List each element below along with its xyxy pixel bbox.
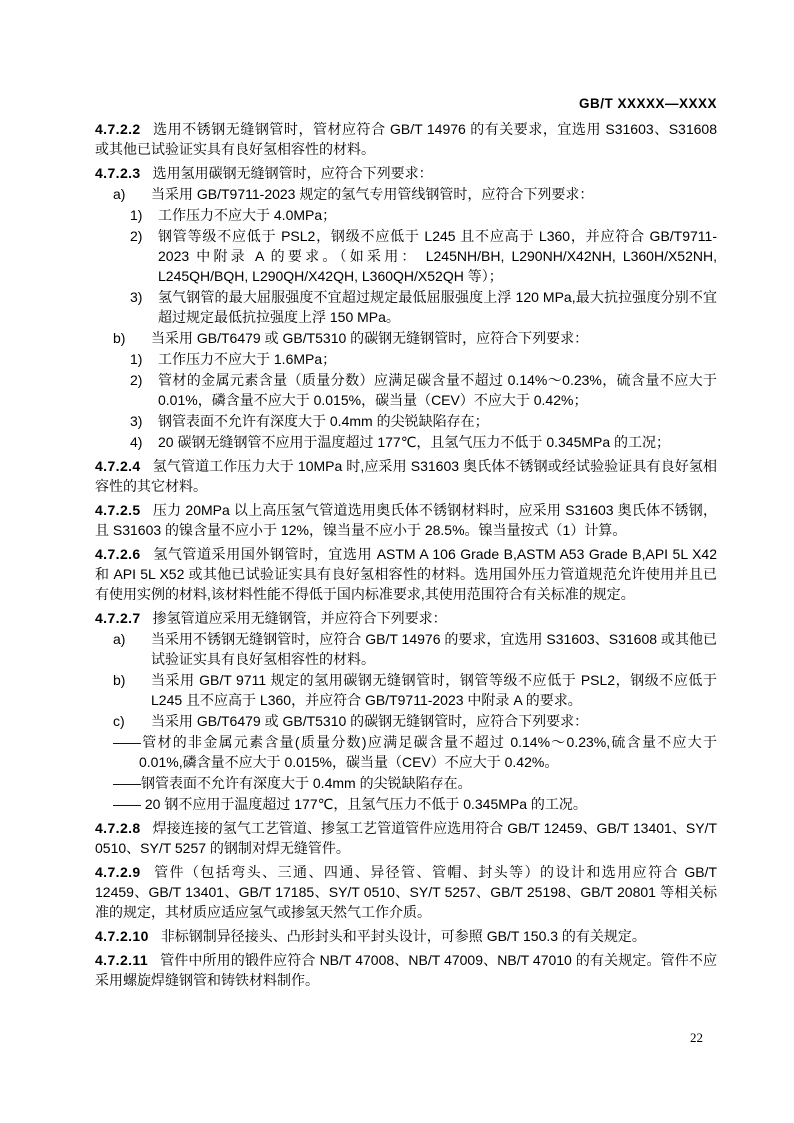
list-item-number bbox=[130, 226, 717, 286]
clause-paragraph bbox=[95, 500, 717, 540]
list-item-number bbox=[130, 411, 717, 431]
list-item-number bbox=[130, 432, 717, 452]
item-label: 3) bbox=[130, 289, 143, 305]
item-text: 20 碳钢无缝钢管不应用于温度超过 177℃，且氢气压力不低于 0.345MPa 的工况； bbox=[158, 434, 671, 450]
clause-text: 管件中所用的锻件应符合 NB/T 47008、NB/T 47009、NB/T 47010 的有关规定。管件不应采用螺旋焊缝钢管和铸铁材料制作。 bbox=[95, 952, 717, 988]
item-label: 3) bbox=[130, 413, 143, 429]
clause-text: 非标钢制异径接头、凸形封头和平封头设计，可参照 GB/T 150.3 的有关规定。 bbox=[160, 928, 646, 944]
list-item-alpha bbox=[113, 629, 717, 669]
list-item-number bbox=[130, 370, 717, 410]
clause-text: 压力 20MPa 以上高压氢气管道选用奥氏体不锈钢材料时，应采用 S31603 奥氏体不锈钢，且 S31603 的镍含量不应小于 12%，镍当量不应小于 28.5%。镍当量按式（1）计算。 bbox=[95, 502, 717, 538]
clause-paragraph bbox=[95, 163, 717, 183]
list-item-number bbox=[130, 205, 717, 225]
clause-text: 选用不锈钢无缝钢管时，管材应符合 GB/T 14976 的有关要求，宜选用 S31603、S31608 或其他已试验证实具有良好氢相容性的材料。 bbox=[95, 121, 717, 157]
list-item-alpha bbox=[113, 711, 717, 731]
list-item-alpha bbox=[113, 328, 717, 348]
clause-number: 4.7.2.8 bbox=[95, 820, 141, 836]
doc-code: GB/T XXXXX—XXXX bbox=[578, 96, 717, 111]
clause-text: 焊接连接的氢气工艺管道、掺氢工艺管道管件应选用符合 GB/T 12459、GB/T 13401、SY/T 0510、SY/T 5257 的钢制对焊无缝管件。 bbox=[95, 820, 717, 856]
item-label: 1) bbox=[130, 351, 143, 367]
item-text: 钢管等级不应低于 PSL2，钢级不应低于 L245 且不应高于 L360，并应符合 GB/T9711-2023 中附录 A 的要求。（如采用： L245NH/BH, L290NH/X42NH, L360H/X52NH, L245QH/BQH, L290QH/X42QH, L360QH/X52QH 等）； bbox=[158, 228, 717, 284]
item-label: b) bbox=[113, 330, 126, 346]
list-item-alpha bbox=[113, 670, 717, 710]
item-label: 2) bbox=[130, 372, 143, 388]
page-footer bbox=[95, 1030, 703, 1046]
clause-number: 4.7.2.11 bbox=[95, 952, 149, 968]
item-text: 当采用不锈钢无缝钢管时，应符合 GB/T 14976 的要求，宜选用 S31603、S31608 或其他已试验证实具有良好氢相容性的材料。 bbox=[151, 631, 717, 667]
clause-paragraph bbox=[95, 456, 717, 496]
clause-paragraph bbox=[95, 926, 717, 946]
dash-item: —— 20 钢不应用于温度超过 177℃，且氢气压力不低于 0.345MPa 的工况。 bbox=[113, 796, 587, 812]
clause-text: 选用氢用碳钢无缝钢管时，应符合下列要求： bbox=[152, 165, 433, 181]
clause-text: 氢气管道采用国外钢管时，宜选用 ASTM A 106 Grade B,ASTM A53 Grade B,API 5L X42 和 API 5L X52 或其他已试验证实具有良好氢相容性的材料。选用国外压力管道规范允许使用并且已有使用实例的材料,该材料性能不得低于国内标准要求,其使用范围符合有关标准的规定。 bbox=[95, 546, 717, 602]
clause-number: 4.7.2.3 bbox=[95, 165, 141, 181]
clause-number: 4.7.2.6 bbox=[95, 546, 141, 562]
clause-paragraph bbox=[95, 950, 717, 990]
clause-paragraph bbox=[95, 818, 717, 858]
page-number: 22 bbox=[690, 1030, 703, 1045]
dash-item: ——管材的非金属元素含量(质量分数)应满足碳含量不超过 0.14%～0.23%,硫含量不应大于 0.01%,磷含量不应大于 0.015%，碳当量（CEV）不应大于 0.42%。 bbox=[113, 734, 717, 770]
clause-paragraph bbox=[95, 119, 717, 159]
document-body bbox=[95, 119, 717, 990]
clause-number: 4.7.2.7 bbox=[95, 610, 141, 626]
item-label: b) bbox=[113, 672, 126, 688]
item-label: 1) bbox=[130, 207, 143, 223]
item-text: 钢管表面不允许有深度大于 0.4mm 的尖锐缺陷存在； bbox=[158, 413, 489, 429]
list-item-alpha bbox=[113, 184, 717, 204]
item-text: 氢气钢管的最大屈服强度不宜超过规定最低屈服强度上浮 120 MPa,最大抗拉强度分别不宜超过规定最低抗拉强度上浮 150 MPa。 bbox=[158, 289, 717, 325]
item-text: 工作压力不应大于 1.6MPa； bbox=[158, 351, 337, 367]
clause-text: 掺氢管道应采用无缝钢管，并应符合下列要求： bbox=[152, 610, 447, 626]
clause-text: 氢气管道工作压力大于 10MPa 时,应采用 S31603 奥氏体不锈钢或经试验验证具有良好氢相容性的其它材料。 bbox=[95, 458, 717, 494]
clause-number: 4.7.2.10 bbox=[95, 928, 149, 944]
item-text: 当采用 GB/T 9711 规定的氢用碳钢无缝钢管时，钢管等级不应低于 PSL2，钢级不应低于 L245 且不应高于 L360，并应符合 GB/T9711-2023 中附录 A 的要求。 bbox=[151, 672, 717, 708]
clause-text: 管件（包括弯头、三通、四通、异径管、管帽、封头等）的设计和选用应符合 GB/T 12459、GB/T 13401、GB/T 17185、SY/T 0510、SY/T 5257、GB/T 25198、GB/T 20801 等相关标准的规定，其材质应适应氢气或掺氢天然气工作介质。 bbox=[95, 864, 717, 920]
item-label: a) bbox=[113, 631, 126, 647]
item-label: a) bbox=[113, 186, 126, 202]
item-label: 4) bbox=[130, 434, 143, 450]
dash-item: ——钢管表面不允许有深度大于 0.4mm 的尖锐缺陷存在。 bbox=[113, 775, 472, 791]
list-item-number bbox=[130, 287, 717, 327]
clause-paragraph bbox=[95, 862, 717, 922]
clause-number: 4.7.2.2 bbox=[95, 121, 141, 137]
clause-paragraph bbox=[95, 544, 717, 604]
clause-paragraph bbox=[95, 608, 717, 628]
clause-number: 4.7.2.9 bbox=[95, 864, 141, 880]
item-text: 当采用 GB/T6479 或 GB/T5310 的碳钢无缝钢管时，应符合下列要求： bbox=[151, 330, 589, 346]
item-text: 管材的金属元素含量（质量分数）应满足碳含量不超过 0.14%～0.23%，硫含量不应大于 0.01%，磷含量不应大于 0.015%，碳当量（CEV）不应大于 0.42%； bbox=[158, 372, 717, 408]
item-text: 当采用 GB/T6479 或 GB/T5310 的碳钢无缝钢管时，应符合下列要求： bbox=[151, 713, 589, 729]
item-label: 2) bbox=[130, 228, 143, 244]
item-text: 工作压力不应大于 4.0MPa； bbox=[158, 207, 337, 223]
item-label: c) bbox=[113, 713, 125, 729]
list-item-number bbox=[130, 349, 717, 369]
page-header bbox=[95, 96, 717, 111]
clause-number: 4.7.2.4 bbox=[95, 458, 141, 474]
item-text: 当采用 GB/T9711-2023 规定的氢气专用管线钢管时，应符合下列要求： bbox=[151, 186, 594, 202]
clause-number: 4.7.2.5 bbox=[95, 502, 141, 518]
